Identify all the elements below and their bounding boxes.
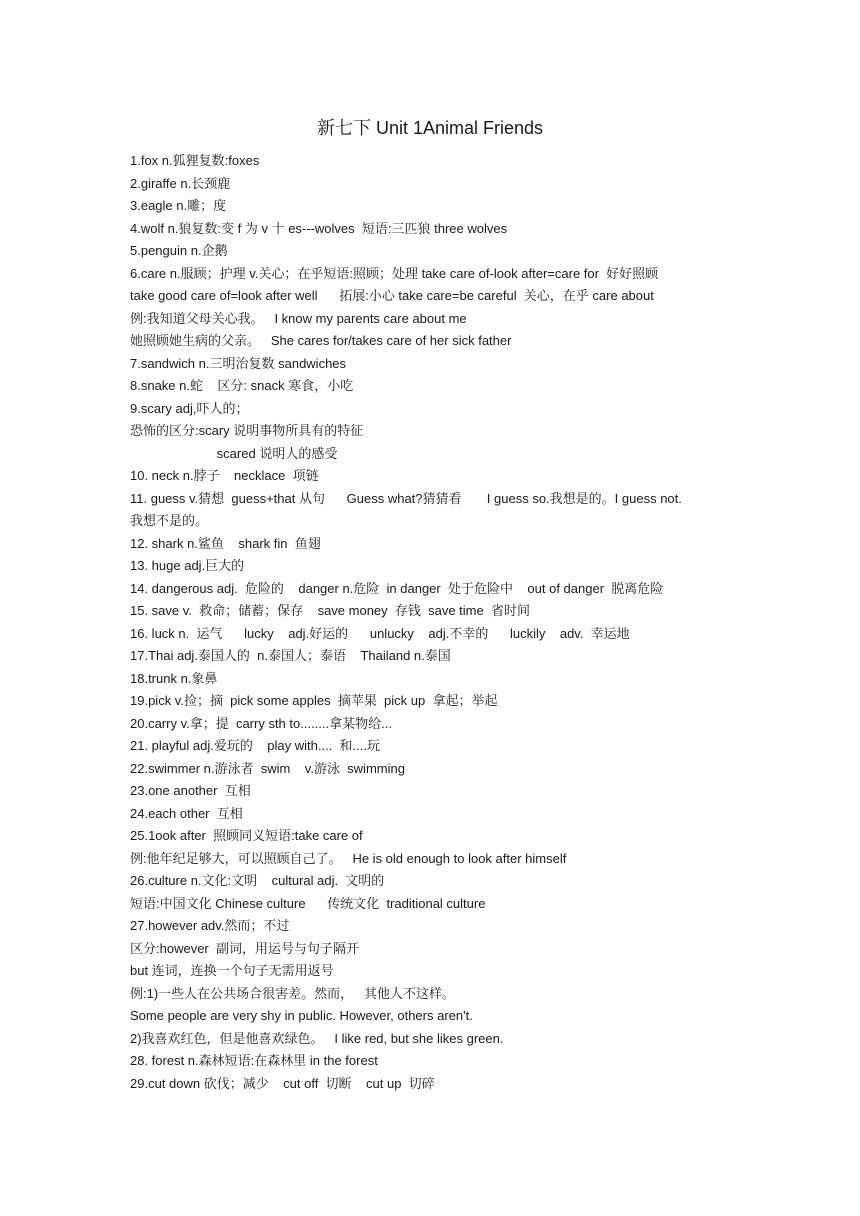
text-line: 17.Thai adj.泰国人的 n.泰国人；泰语 Thailand n.泰国 — [130, 648, 451, 663]
text-line: 例:1)一些人在公共场合很害差。然而， 其他人不这样。 — [130, 985, 456, 1001]
text-line: 10. neck n.脖子 necklace 项链 — [130, 468, 319, 483]
text-line: 4.wolf n.狼复数:变 f 为 v 十 es---wolves 短语:三匹狼 three wolves — [130, 220, 508, 236]
text-line: 25.1ook after 照顾同义短语:take care of — [130, 828, 363, 843]
vocabulary-list — [130, 150, 740, 1095]
text-line: 20.carry v.拿；提 carry sth to........拿某物给... — [130, 715, 392, 731]
text-line: 26.culture n.文化:文明 cultural adj. 文明的 — [130, 873, 385, 888]
text-line: 14. dangerous adj. 危险的 danger n.危险 in danger 处于危险中 out of danger 脱离危险 — [130, 580, 664, 596]
text-line: 29.cut down 砍伐；减少 cut off 切断 cut up 切碎 — [130, 1075, 435, 1091]
page-title: 新七下 Unit 1Animal Friends — [316, 118, 544, 138]
text-line: 8.snake n.蛇 区分: snack 寒食，小吃 — [130, 378, 354, 393]
text-line: 23.one another 互相 — [130, 783, 251, 798]
text-line: 例:我知道父母关心我。 I know my parents care about me — [130, 310, 467, 326]
text-line: 15. save v. 救命；储蓄；保存 save money 存钱 save time 省时间 — [130, 603, 530, 618]
text-line: 例:他年纪足够大，可以照顾自己了。 He is old enough to look after himself — [130, 850, 567, 866]
text-line: 2.giraffe n.长颈鹿 — [130, 175, 231, 191]
text-line: 2)我喜欢红色，但是他喜欢绿色。 I like red, but she likes green. — [130, 1030, 504, 1046]
text-line: 22.swimmer n.游泳者 swim v.游泳 swimming — [130, 760, 405, 776]
text-line: 恐怖的区分:scary 说明事物所具有的特征 — [130, 423, 364, 438]
text-line: 28. forest n.森林短语:在森林里 in the forest — [130, 1053, 378, 1068]
text-line: 1.fox n.狐狸复数:foxes — [130, 153, 260, 168]
text-line: 她照顾她生病的父亲。 She cares for/takes care of her sick father — [130, 333, 512, 348]
text-line: 6.care n.服顾；护理 v.关心；在乎短语:照顾；处理 take care of-look after=care for 好好照顾 — [130, 265, 659, 281]
text-line: 16. luck n. 运气 lucky adj.好运的 unlucky adj.不幸的 luckily adv. 幸运地 — [130, 625, 630, 641]
text-line: 13. huge adj.巨大的 — [130, 558, 245, 573]
text-line: scared 说明人的感受 — [130, 445, 338, 461]
text-line: but 连词，连换一个句子无需用返号 — [130, 963, 334, 978]
text-line: 12. shark n.鲨鱼 shark fin 鱼翅 — [130, 535, 321, 551]
text-line: take good care of=look after well 拓展:小心 take care=be careful 关心，在乎 care about — [130, 288, 654, 303]
text-line: 27.however adv.然而；不过 — [130, 918, 290, 933]
text-line: 24.each other 互相 — [130, 805, 243, 821]
text-line: 5.penguin n.企鹅 — [130, 243, 228, 258]
text-line: 21. playful adj.爱玩的 play with.... 和....玩 — [130, 738, 380, 753]
text-line: 11. guess v.猜想 guess+that 从句 Guess what?猜猜看 I guess so.我想是的。I guess not. — [130, 490, 682, 506]
text-line: 9.scary adj,吓人的； — [130, 400, 249, 416]
text-line: 3.eagle n.雕；度 — [130, 198, 227, 213]
text-line: 7.sandwich n.三明治复数 sandwiches — [130, 355, 347, 371]
text-line: 19.pick v.捡；摘 pick some apples 摘苹果 pick up 拿起；举起 — [130, 693, 498, 708]
text-line: 18.trunk n.象鼻 — [130, 670, 218, 686]
text-line: 短语:中国文化 Chinese culture 传统文化 traditional culture — [130, 895, 486, 911]
text-line: Some people are very shy in public. However, others aren't. — [130, 1008, 473, 1023]
text-line: 区分:however 副词，用运号与句子隔开 — [130, 940, 359, 956]
text-line: 我想不是的。 — [130, 513, 209, 528]
